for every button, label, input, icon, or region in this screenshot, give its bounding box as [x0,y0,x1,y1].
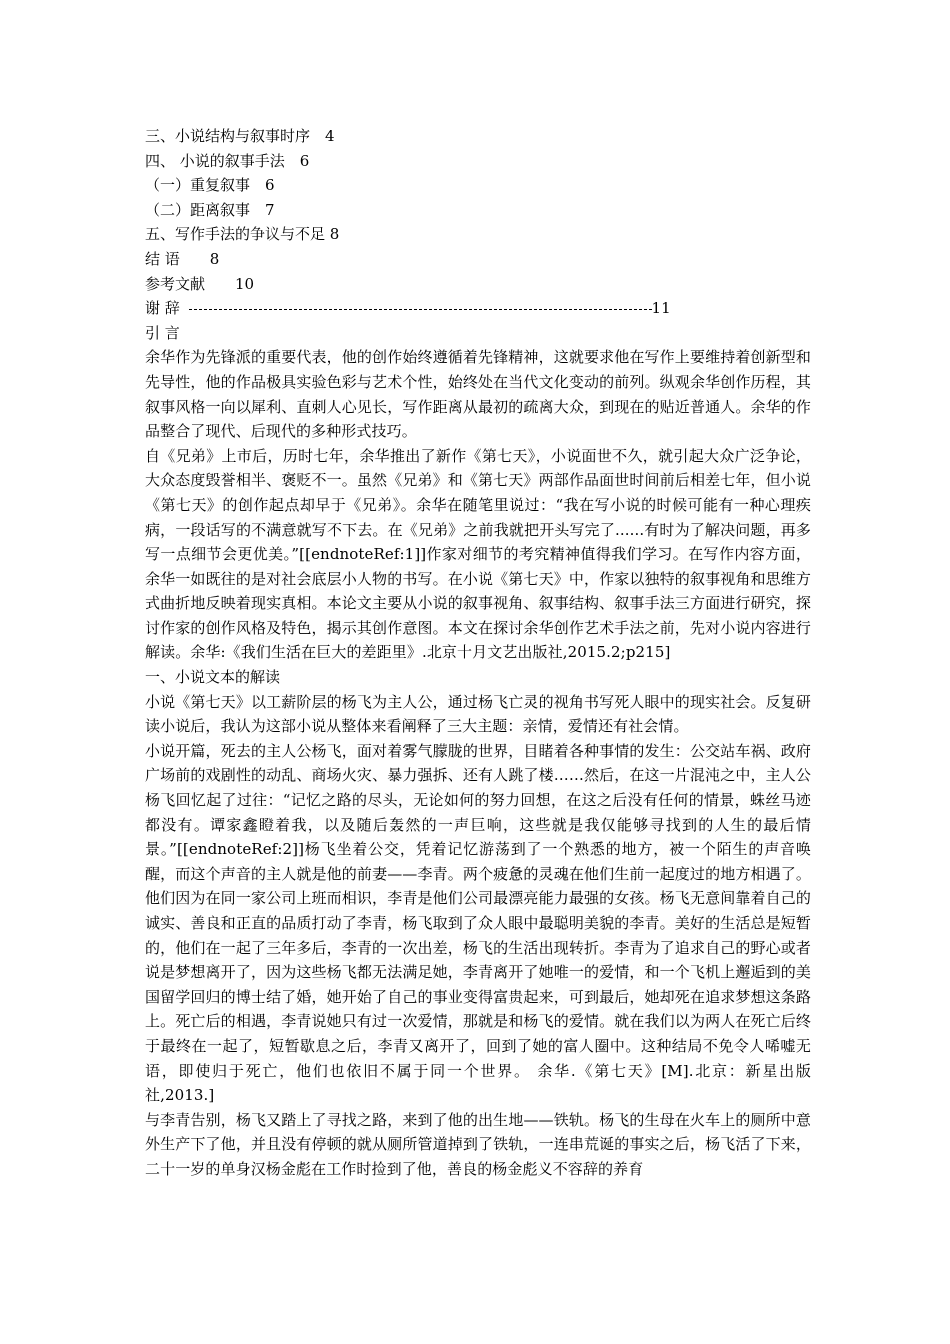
paragraph: 与李青告别，杨飞又踏上了寻找之路，来到了他的出生地——铁轨。杨飞的生母在火车上的厕所中意外生产下了他，并且没有停顿的就从厕所管道掉到了铁轨，一连串荒诞的事实之后，杨飞活了下来，二十一岁的单身汉杨金彪在工作时捡到了他，善良的杨金彪义不容辞的养育 [145,1110,811,1178]
toc-entry: 四、 小说的叙事手法 6 [145,151,310,170]
table-of-contents [145,124,811,321]
toc-entry: 参考文献 10 [145,274,255,293]
paragraph: 小说《第七天》以工薪阶层的杨飞为主人公，通过杨飞亡灵的视角书写死人眼中的现实社会。反复研读小说后，我认为这部小说从整体来看阐释了三大主题：亲情，爱情还有社会情。 [145,692,811,736]
toc-entry-label: 谢 辞 [145,299,185,318]
toc-page-number: 11 [651,299,671,318]
section-heading: 一、小说文本的解读 [145,668,281,687]
paragraph: 余华作为先锋派的重要代表，他的创作始终遵循着先锋精神，这就要求他在写作上要维持着创新型和先导性，他的作品极具实验色彩与艺术个性，始终处在当代文化变动的前列。纵观余华创作历程，其叙事风格一向以犀利、直刺人心见长，写作距离从最初的疏离大众，到现在的贴近普通人。余华的作品整合了现代、后现代的多种形式技巧。 [145,348,811,441]
document-body [145,124,811,1182]
toc-entry: （一）重复叙事 6 [145,176,275,195]
paragraph: 自《兄弟》上市后，历时七年，余华推出了新作《第七天》，小说面世不久，就引起大众广泛争论，大众态度毁誉相半、褒贬不一。虽然《兄弟》和《第七天》两部作品面世时间前后相差七年，但小说《第七天》的创作起点却早于《兄弟》。余华在随笔里说过：“我在写小说的时候可能有一种心理疾病，一段话写的不满意就写不下去。在《兄弟》之前我就把开头写完了......有时为了解决问题，再多写一点细节会更优美。”[[endnoteRef:1]]作家对细节的考究精神值得我们学习。在写作内容方面，余华一如既往的是对社会底层小人物的书写。在小说《第七天》中，作家以独特的叙事视角和思维方式曲折地反映着现实真相。本论文主要从小说的叙事视角、叙事结构、叙事手法三方面进行研究，探讨作家的创作风格及特色，揭示其创作意图。本文在探讨余华创作艺术手法之前，先对小说内容进行解读。余华:《我们生活在巨大的差距里》.北京十月文艺出版社,2015.2;p215] [145,446,811,662]
toc-entry: （二）距离叙事 7 [145,200,275,219]
intro-heading: 引 言 [145,323,180,342]
toc-entry: 结 语 8 [145,249,220,268]
toc-entry-acknowledgements [145,296,811,321]
paragraph: 小说开篇，死去的主人公杨飞，面对着雾气朦胧的世界，目睹着各种事情的发生：公交站车祸、政府广场前的戏剧性的动乱、商场火灾、暴力强拆、还有人跳了楼……然后，在这一片混沌之中，主人公杨飞回忆起了过往：“记忆之路的尽头，无论如何的努力回想，在这之后没有任何的情景，蛛丝马迹都没有。谭家鑫瞪着我，以及随后轰然的一声巨响，这些就是我仅能够寻找到的人生的最后情景。”[[endnoteRef:2]]杨飞坐着公交，凭着记忆游荡到了一个熟悉的地方，被一个陌生的声音唤醒，而这个声音的主人就是他的前妻——李青。两个疲惫的灵魂在他们生前一起度过的地方相遇了。他们因为在同一家公司上班而相识，李青是他们公司最漂亮能力最强的女孩。杨飞无意间靠着自己的诚实、善良和正直的品质打动了李青，杨飞取到了众人眼中最聪明美貌的李青。美好的生活总是短暂的，他们在一起了三年多后，李青的一次出差，杨飞的生活出现转折。李青为了追求自己的野心或者说是梦想离开了，因为这些杨飞都无法满足她，李青离开了她唯一的爱情，和一个飞机上邂逅到的美国留学回归的博士结了婚，她开始了自己的事业变得富贵起来，可到最后，她却死在追求梦想这条路上。死亡后的相遇，李青说她只有过一次爱情，那就是和杨飞的爱情。就在我们以为两人在死亡后终于最终在一起了，短暂歇息之后，李青又离开了，回到了她的富人圈中。这种结局不免令人唏嘘无语，即使归于死亡，他们也依旧不属于同一个世界。 余华.《第七天》[M].北京：新星出版社,2013.] [145,741,811,1105]
toc-entry: 五、写作手法的争议与不足 8 [145,225,340,244]
toc-leader-dots [189,309,652,310]
toc-entry: 三、小说结构与叙事时序 4 [145,127,335,145]
